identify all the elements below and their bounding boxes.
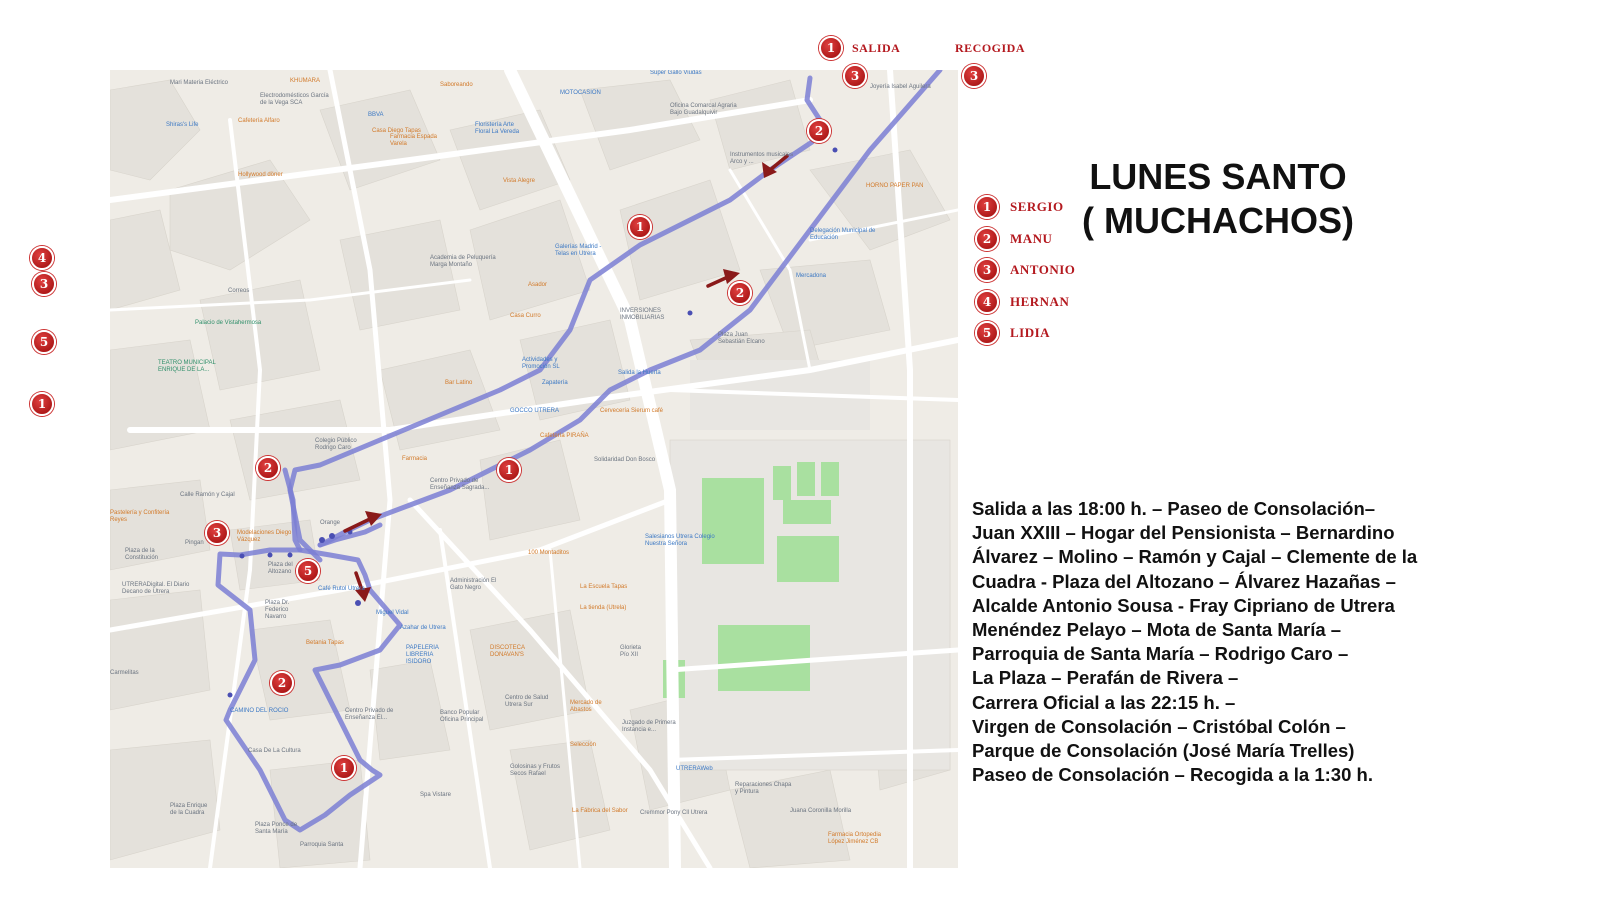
poi-teatro: TEATRO MUNICIPAL ENRIQUE DE LA... (158, 360, 216, 373)
poi-acad-peluqueria: Academia de Peluquería Marga Montaño (430, 255, 496, 268)
route-line: Alcalde Antonio Sousa - Fray Cipriano de Utrera (972, 594, 1395, 616)
poi-horno: HORNO PAPER PAN (866, 183, 924, 189)
poi-vista-alegre: Vista Alegre (503, 178, 535, 184)
poi-acts: Actividades y Promoción SL (522, 357, 560, 370)
poi-joyeria: Joyería Isabel Aguilera (870, 84, 931, 90)
poi-tienda: La tienda (Utrela) (580, 605, 627, 611)
route-line: Virgen de Consolación – Cristóbal Colón – (972, 715, 1346, 737)
route-line: Juan XXIII – Hogar del Pensionista – Bernardino (972, 522, 1395, 544)
poi-galerias: Galerías Madrid - Telas en Utrera (555, 244, 602, 257)
poi-bitsum: Cervecería Sierum café (600, 408, 664, 414)
poi-mercado: Mercado de Abastos (570, 700, 602, 713)
poi-salesianos: Salesianos Utrera Colegio Nuestra Señora (645, 534, 715, 547)
poi-cremmor: Cremmor Pony Cll Utrera (640, 810, 708, 816)
left-marker-antonio: 3 (32, 272, 56, 296)
poi-utrera-digital: UTRERADigital. El Diario Decano de Utrera (122, 582, 190, 595)
route-map[interactable] (110, 70, 958, 868)
route-marker-manu-west[interactable]: 2 (256, 456, 280, 480)
poi-hollywood: Hollywood döner (238, 172, 283, 178)
poi-electrodomesticos: Electrodomésticos García de la Vega SCA (260, 93, 329, 106)
poi-camino-rocio: CAMINO DEL ROCIO (230, 708, 289, 714)
poi-golosinas: Golosinas y Frutos Secos Rafael (510, 764, 561, 777)
route-line: Paseo de Consolación – Recogida a la 1:30 h. (972, 764, 1373, 786)
poi-inversiones: INVERSIONES INMOBILIARIAS (620, 308, 665, 321)
salida-marker: 1 (819, 36, 843, 60)
poi-parroquia: Parroquia Santa (300, 842, 344, 848)
legend-name-2: MANU (1010, 231, 1053, 246)
poi-farmacia: Farmacia (402, 456, 428, 462)
route-line: Salida a las 18:00 h. – Paseo de Consolación– (972, 498, 1376, 519)
legend-marker-2: 2 (975, 227, 999, 251)
poi-palacio: Palacio de Vistahermosa (195, 320, 262, 326)
poi-centro-salud: Centro de Salud Utrera Sur (505, 695, 549, 708)
title-line-1: LUNES SANTO (1089, 156, 1347, 197)
salida-label: SALIDA (852, 41, 901, 55)
route-marker-sergio-south[interactable]: 1 (332, 756, 356, 780)
title-line-2: ( MUCHACHOS) (1082, 200, 1354, 241)
legend-marker-1: 1 (975, 195, 999, 219)
poi-correos: Correos (228, 288, 250, 294)
poi-cafe-pirana: Cafetería PIRAÑA (540, 433, 589, 439)
legend-marker-3: 3 (975, 258, 999, 282)
poi-gocco: GOCCO UTRERA (510, 408, 560, 414)
poi-discoteca: DISCOTECA DONAVAN'S (490, 645, 525, 658)
poi-glorieta: Glorieta Pío XII (620, 645, 642, 658)
page-title (1068, 155, 1368, 243)
poi-montaditos: 100 Montaditos (528, 550, 570, 556)
route-description (972, 497, 1592, 787)
poi-plaza-altozano: Plaza del Altozano (268, 562, 293, 575)
left-marker-sergio: 1 (30, 392, 54, 416)
poi-juzgado: Juzgado de Primera Instancia e... (622, 720, 676, 733)
poi-pasteleria: Pastelería y Confitería Reyes (110, 510, 170, 523)
poi-delegacion: Delegación Municipal de Educación (810, 228, 876, 241)
route-marker-lidia[interactable]: 5 (296, 559, 320, 583)
poi-colegio: Colegio Público Rodrigo Caro (315, 438, 357, 451)
poi-plaza-enrique: Plaza Enrique de la Cuadra (170, 803, 208, 816)
poi-mercadona: Mercadona (796, 273, 827, 279)
route-marker-sergio-north[interactable]: 1 (628, 215, 652, 239)
poi-spa: Spa Vistare (420, 792, 451, 798)
route-line: La Plaza – Perafán de Rivera – (972, 667, 1239, 689)
poi-bbva: BBVA (368, 112, 384, 118)
legend-name-3: ANTONIO (1010, 262, 1076, 277)
poi-instrumentos: Instrumentos musicales Arco y ... (730, 152, 794, 165)
legend-marker-5: 5 (975, 321, 999, 345)
route-marker-sergio-center[interactable]: 1 (497, 458, 521, 482)
poi-administracion: Administración El Gato Negro (450, 578, 497, 591)
poi-juana: Juana Coronilla Morilla (790, 808, 852, 814)
poi-utrera-web: UTRERAWeb (676, 766, 713, 772)
poi-centro-p: Centro Privado de Enseñanza El... (345, 708, 394, 721)
poi-super: Super Gallo Viudas (650, 70, 702, 76)
poi-farmacia-espada: Farmacia Espada Varela (390, 134, 438, 147)
poi-saboreando: Saboreando (440, 82, 473, 88)
poi-bar-latino: Bar Latino (445, 380, 473, 386)
poi-shiras: Shiras's Life (166, 122, 199, 128)
poi-pingan: Pingan (185, 540, 204, 546)
legend-name-1: SERGIO (1010, 199, 1064, 214)
poi-mari-materia: Mari Materia Eléctrico (170, 80, 229, 86)
poi-khumara: KHUMARA (290, 78, 321, 84)
poi-betania: Betania Tapas (306, 640, 344, 646)
poi-cafeteria-alfaro: Cafetería Alfaro (238, 118, 280, 124)
poi-escuela: La Escuela Tapas (580, 584, 628, 590)
poi-plaza-ponce: Plaza Ponce de Santa María (255, 822, 298, 835)
poi-solidaridad: Solidaridad Don Bosco (594, 457, 656, 463)
poi-cafe-utrera: Café Rutol Utrera (318, 586, 365, 592)
poi-zapateria: Zapatería (542, 380, 568, 386)
poi-casa-curro: Casa Curro (510, 313, 541, 319)
poi-plaza-constitucion: Plaza de la Constitución (125, 548, 159, 561)
recogida-marker[interactable]: 3 (962, 64, 986, 88)
route-marker-manu-east[interactable]: 2 (728, 281, 752, 305)
poi-banco: Banco Popular Oficina Principal (440, 710, 484, 723)
legend-name-4: HERNAN (1010, 294, 1070, 309)
poi-motocasion: MOTOCASION (560, 90, 601, 96)
route-marker-manu-north[interactable]: 2 (807, 119, 831, 143)
left-marker-lidia: 5 (32, 330, 56, 354)
poi-calle-ramon: Calle Ramón y Cajal (180, 492, 235, 498)
poi-salida-huerta: Salida la Huerta (618, 370, 661, 376)
route-line: Álvarez – Molino – Ramón y Cajal – Clemente de la (972, 546, 1418, 568)
salida-start-marker[interactable]: 3 (843, 64, 867, 88)
legend-name-5: LIDIA (1010, 325, 1051, 340)
poi-floristeria: Floristería Arte Floral La Vereda (475, 122, 520, 135)
poi-azahar: Azahar de Utrera (400, 625, 446, 631)
route-line: Cuadra - Plaza del Altozano – Álvarez Hazañas – (972, 570, 1396, 592)
poi-plaza-juan: Plaza Juan Sebastián Elcano (718, 332, 765, 345)
poi-asador: Asador (528, 282, 548, 288)
poi-papeleria: PAPELERIA LIBRERIA ISIDORO (406, 645, 439, 665)
left-marker-hernan: 4 (30, 246, 54, 270)
poi-farmacia-orto: Farmacia Ortopedia López Jiménez CB (828, 832, 882, 845)
poi-reparaciones: Reparaciones Chapa y Pintura (735, 782, 792, 795)
poi-oficina: Oficina Comarcal Agraria Bajo Guadalquivir (670, 103, 737, 116)
poi-centro-p2: Centro Privado de Enseñanza Sagrada... (430, 478, 490, 491)
route-line: Menéndez Pelayo – Mota de Santa María – (972, 619, 1342, 641)
poi-moda-aran: Modelaciones Diego Vázquez (237, 530, 292, 543)
poi-seleccion: Selección (570, 742, 597, 748)
recogida-label: RECOGIDA (955, 41, 1026, 55)
poi-carmenes: Carmelitas (110, 670, 139, 676)
legend-marker-4: 4 (975, 290, 999, 314)
route-marker-antonio[interactable]: 3 (205, 521, 229, 545)
poi-miguel-vidal: Miguel Vidal (376, 610, 409, 616)
poi-plaza-fede: Plaza Dr. Federico Navarro (265, 600, 290, 620)
poi-fabrica: La Fábrica del Sabor (572, 808, 628, 814)
route-marker-manu-south[interactable]: 2 (270, 671, 294, 695)
route-line: Parroquia de Santa María – Rodrigo Caro – (972, 643, 1349, 665)
route-line: Parque de Consolación (José María Trelles) (972, 740, 1355, 762)
map-base (110, 70, 958, 868)
poi-orange: Orange (320, 520, 341, 526)
poi-casa-cultura: Casa De La Cultura (248, 748, 301, 754)
route-line: Carrera Oficial a las 22:15 h. – (972, 691, 1236, 713)
poi-casa-diego: Casa Diego Tapas (372, 128, 421, 134)
